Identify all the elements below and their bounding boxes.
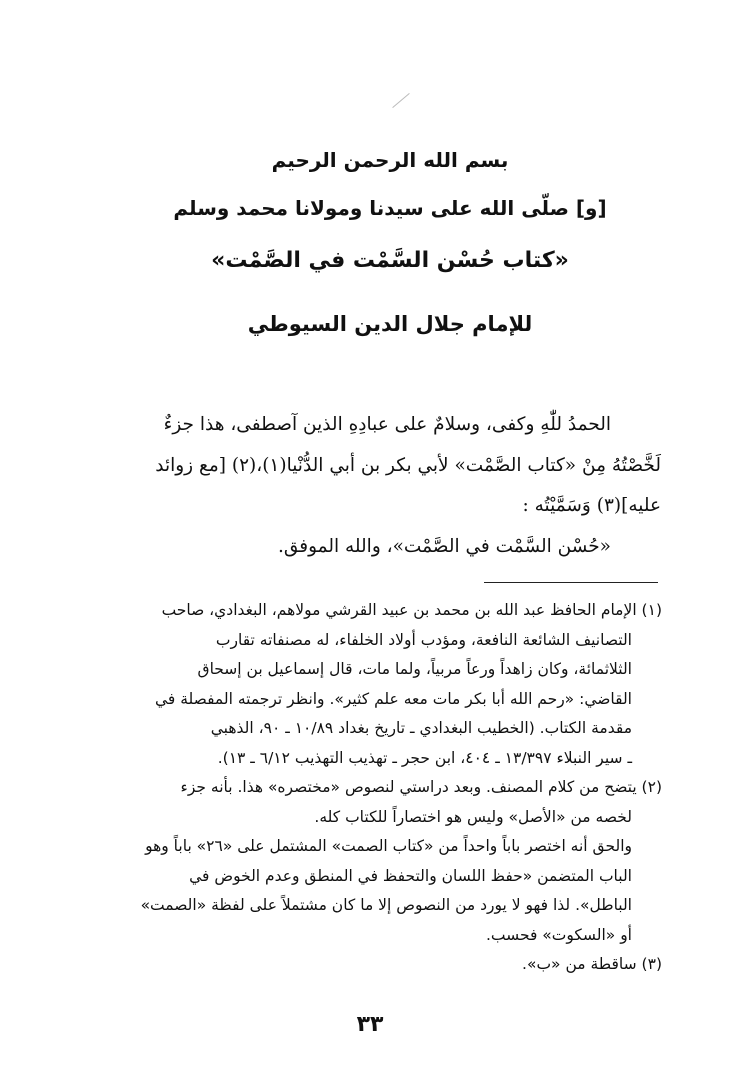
main-text (96, 405, 661, 567)
text-line: عليه](٣) وَسَمَّيْتُه : (522, 495, 661, 516)
footnote-line: (٣) ساقطة من «ب». (522, 955, 662, 973)
footnote-divider (484, 582, 658, 583)
text-line: «حُسْن السَّمْت في الصَّمْت»، والله الموفق. (277, 535, 611, 557)
text-line: الحمدُ للّٰهِ وكفى، وسلامٌ على عبادِهِ الذين آصطفى، هذا جزءٌ (163, 414, 611, 435)
footnote-line: الباب المتضمن «حفظ اللسان والتحفظ في المنطق وعدم الخوض في (189, 866, 632, 885)
footnote-line: (٢) يتضح من كلام المصنف. وبعد دراستي لنصوص «مختصره» هذا. بأنه جزء (180, 778, 662, 796)
footnote-line: لخصه من «الأصل» وليس هو اختصاراً للكتاب كله. (314, 807, 632, 826)
footnote-line: الباطل». لذا فهو لا يورد من النصوص إلا ما كان مشتملاً على لفظة «الصمت» (140, 896, 632, 914)
footnote-line: ـ سير النبلاء ١٣/٣٩٧ ـ ٤٠٤، ابن حجر ـ تهذيب التهذيب ٦/١٢ ـ ١٣). (217, 748, 632, 767)
footnote-line: مقدمة الكتاب. (الخطيب البغدادي ـ تاريخ بغداد ١٠/٨٩ ـ ٩٠، الذهبي (210, 719, 632, 737)
author-line: للإمام جلال الدين السيوطي (247, 312, 533, 336)
pencil-mark (392, 93, 409, 108)
page-number: ٣٣ (356, 1012, 384, 1037)
footnote-line: أو «السكوت» فحسب. (485, 925, 632, 944)
footnote-line: والحق أنه اختصر باباً واحداً من «كتاب الصمت» المشتمل على «٢٦» باباً وهو (145, 837, 632, 855)
text-line: لَخَّصْتُهُ مِنْ «كتاب الصَّمْت» لأبي بكر بن أبي الدُّنْيا(١)،(٢) [مع زوائد (155, 454, 661, 476)
footnote-line: التصانيف الشائعة النافعة، ومؤدب أولاد الخلفاء، له مصنفاته تقارب (215, 630, 632, 649)
footnote-line: (١) الإمام الحافظ عبد الله بن محمد بن عبيد القرشي مولاهم، البغدادي، صاحب (161, 601, 662, 619)
basmala: بسم الله الرحمن الرحيم (271, 148, 509, 172)
salutation: [و] صلّى الله على سيدنا ومولانا محمد وسلم (173, 196, 607, 220)
book-title: «كتاب حُسْن السَّمْت في الصَّمْت» (211, 248, 569, 273)
footnote-line: الثلاثمائة، وكان زاهداً ورعاً مربياً، ولما مات، قال إسماعيل بن إسحاق (197, 660, 632, 678)
footnote-line: القاضي: «رحم الله أبا بكر مات معه علم كثير». وانظر ترجمته المفصلة في (154, 689, 632, 708)
footnotes (96, 596, 662, 980)
